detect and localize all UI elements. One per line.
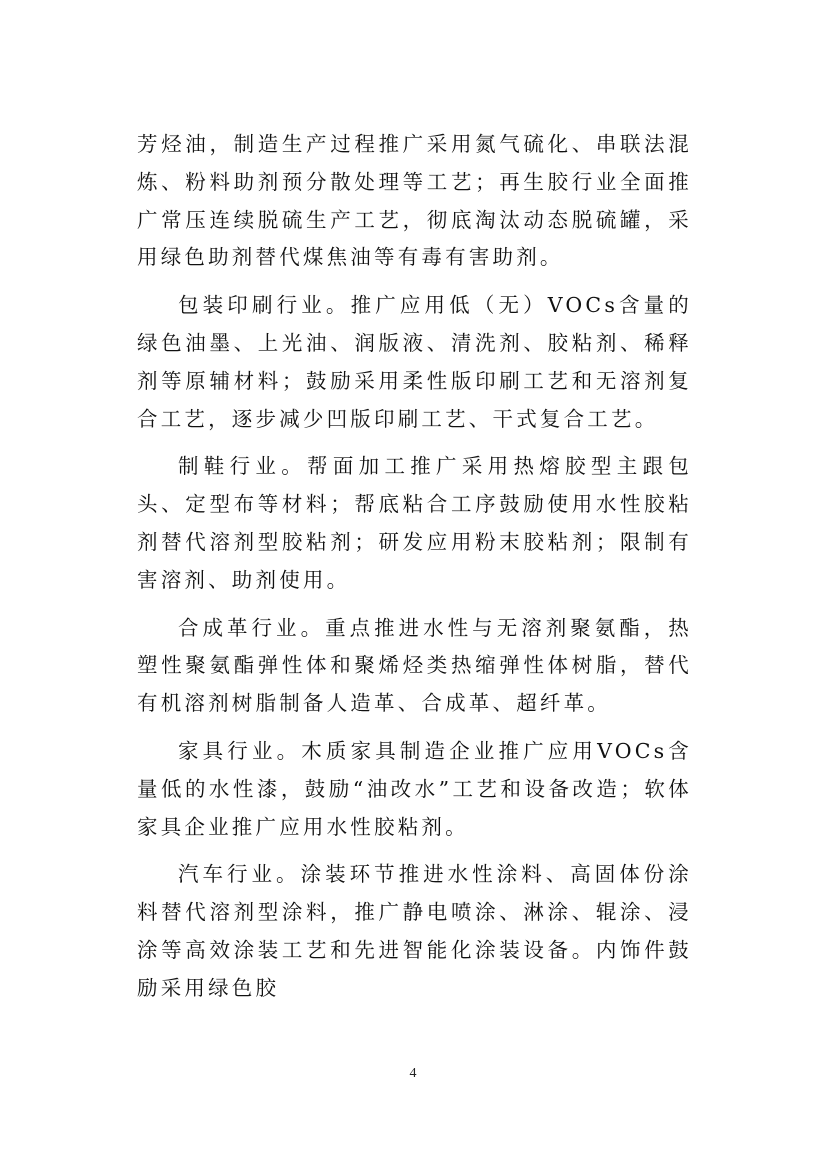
paragraph-furniture: 家具行业。木质家具制造企业推广应用VOCs含量低的水性漆，鼓励“油改水”工艺和设备改造；软体家具企业推广应用水性胶粘剂。 — [137, 738, 692, 839]
page-number: 4 — [409, 1066, 417, 1081]
paragraph-shoemaking: 制鞋行业。帮面加工推广采用热熔胶型主跟包头、定型布等材料；帮底粘合工序鼓励使用水性胶粘剂替代溶剂型胶粘剂；研发应用粉末胶粘剂；限制有害溶剂、助剂使用。 — [137, 454, 692, 592]
paragraph-synthetic-leather: 合成革行业。重点推进水性与无溶剂聚氨酯，热塑性聚氨酯弹性体和聚烯烃类热缩弹性体树脂，替代有机溶剂树脂制备人造革、合成革、超纤革。 — [137, 615, 692, 716]
paragraph-packaging-printing: 包装印刷行业。推广应用低（无）VOCs含量的绿色油墨、上光油、润版液、清洗剂、胶粘剂、稀释剂等原辅材料；鼓励采用柔性版印刷工艺和无溶剂复合工艺，逐步减少凹版印刷工艺、干式复合工艺。 — [137, 293, 692, 431]
paragraph-automotive: 汽车行业。涂装环节推进水性涂料、高固体份涂料替代溶剂型涂料，推广静电喷涂、淋涂、辊涂、浸涂等高效涂装工艺和先进智能化涂装设备。内饰件鼓励采用绿色胶 — [137, 862, 692, 1000]
paragraph-rubber-continued: 芳烃油，制造生产过程推广采用氮气硫化、串联法混炼、粉料助剂预分散处理等工艺；再生胶行业全面推广常压连续脱硫生产工艺，彻底淘汰动态脱硫罐，采用绿色助剂替代煤焦油等有毒有害助剂。 — [137, 132, 692, 270]
document-body — [137, 126, 692, 1008]
